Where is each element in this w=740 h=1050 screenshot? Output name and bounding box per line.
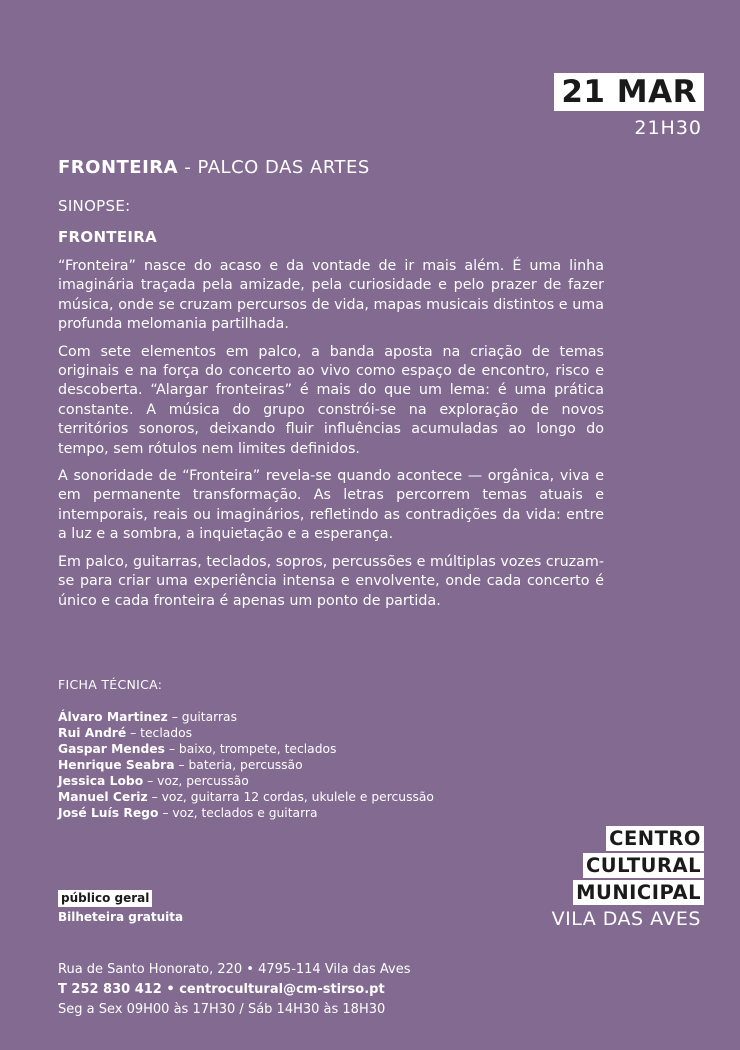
credit-row	[58, 725, 434, 741]
credit-name: Manuel Ceriz	[58, 790, 148, 804]
credit-row	[58, 805, 434, 821]
credit-name: José Luís Rego	[58, 806, 159, 820]
credit-row	[58, 757, 434, 773]
synopsis-body	[58, 257, 604, 619]
venue-logo-line: CULTURAL	[583, 853, 704, 878]
credit-name: Henrique Seabra	[58, 758, 175, 772]
venue-logo-line: CENTRO	[606, 826, 704, 851]
credit-name: Rui André	[58, 726, 127, 740]
credit-role: – bateria, percussão	[174, 758, 303, 772]
contact-phone-email-text: T 252 830 412 • centrocultural@cm-stirso.pt	[58, 982, 385, 997]
credit-role: – baixo, trompete, teclados	[164, 742, 337, 756]
synopsis-paragraph: Em palco, guitarras, teclados, sopros, percussões e múltiplas vozes cruzam-se para criar uma experiência intensa e envolvente, onde cada concerto é único e cada fronteira é apenas um ponto de partida.	[58, 553, 604, 609]
contact-phone-email	[58, 980, 410, 1000]
event-date-badge: 21 MAR	[554, 73, 704, 111]
credit-role: – teclados	[126, 726, 193, 740]
contact-info	[58, 960, 410, 1020]
event-title	[58, 157, 370, 178]
venue-logo	[549, 826, 704, 934]
event-title-name: FRONTEIRA	[58, 157, 179, 178]
event-time: 21H30	[634, 117, 702, 139]
credit-role: – voz, percussão	[143, 774, 249, 788]
credit-role: – voz, guitarra 12 cordas, ukulele e percussão	[147, 790, 434, 804]
credits-list	[58, 709, 434, 821]
credit-name: Álvaro Martinez	[58, 710, 168, 724]
credit-name: Jessica Lobo	[58, 774, 144, 788]
credit-row	[58, 789, 434, 805]
credit-name: Gaspar Mendes	[58, 742, 165, 756]
venue-logo-line: MUNICIPAL	[573, 880, 704, 905]
ticket-info: Bilheteira gratuita	[58, 910, 184, 924]
credit-role: – guitarras	[167, 710, 237, 724]
contact-address: Rua de Santo Honorato, 220 • 4795-114 Vila das Aves	[58, 962, 411, 977]
event-title-venue: - PALCO DAS ARTES	[178, 157, 370, 178]
contact-hours: Seg a Sex 09H00 às 17H30 / Sáb 14H30 às 18H30	[58, 1002, 386, 1017]
synopsis-paragraph: Com sete elementos em palco, a banda aposta na criação de temas originais e na força do concerto ao vivo como espaço de encontro, risco e descoberta. “Alargar fronteiras” é mais do que um lema: é uma prática constante. A música do grupo constrói-se na exploração de novos territórios sonoros, deixando fluir influências acumuladas ao longo do tempo, sem rótulos nem limites definidos.	[58, 343, 604, 457]
venue-logo-location: VILA DAS AVES	[551, 908, 701, 930]
credits-label: FICHA TÉCNICA:	[58, 677, 163, 692]
synopsis-title: FRONTEIRA	[58, 228, 158, 246]
synopsis-paragraph: “Fronteira” nasce do acaso e da vontade de ir mais além. É uma linha imaginária traçada pela amizade, pela curiosidade e pelo prazer de fazer música, onde se cruzam percursos de vida, mapas musicais distintos e uma profunda melomania partilhada.	[58, 258, 604, 333]
credit-row	[58, 741, 434, 757]
credit-row	[58, 709, 434, 725]
synopsis-paragraph: A sonoridade de “Fronteira” revela-se quando acontece — orgânica, viva e em permanente transformação. As letras percorrem temas atuais e intemporais, reais ou imaginários, refletindo as contradições da vida: entre a luz e a sombra, a inquietação e a esperança.	[58, 468, 604, 543]
audience-badge: público geral	[58, 890, 152, 907]
credit-role: – voz, teclados e guitarra	[158, 806, 318, 820]
synopsis-label: SINOPSE:	[58, 197, 131, 215]
credit-row	[58, 773, 434, 789]
